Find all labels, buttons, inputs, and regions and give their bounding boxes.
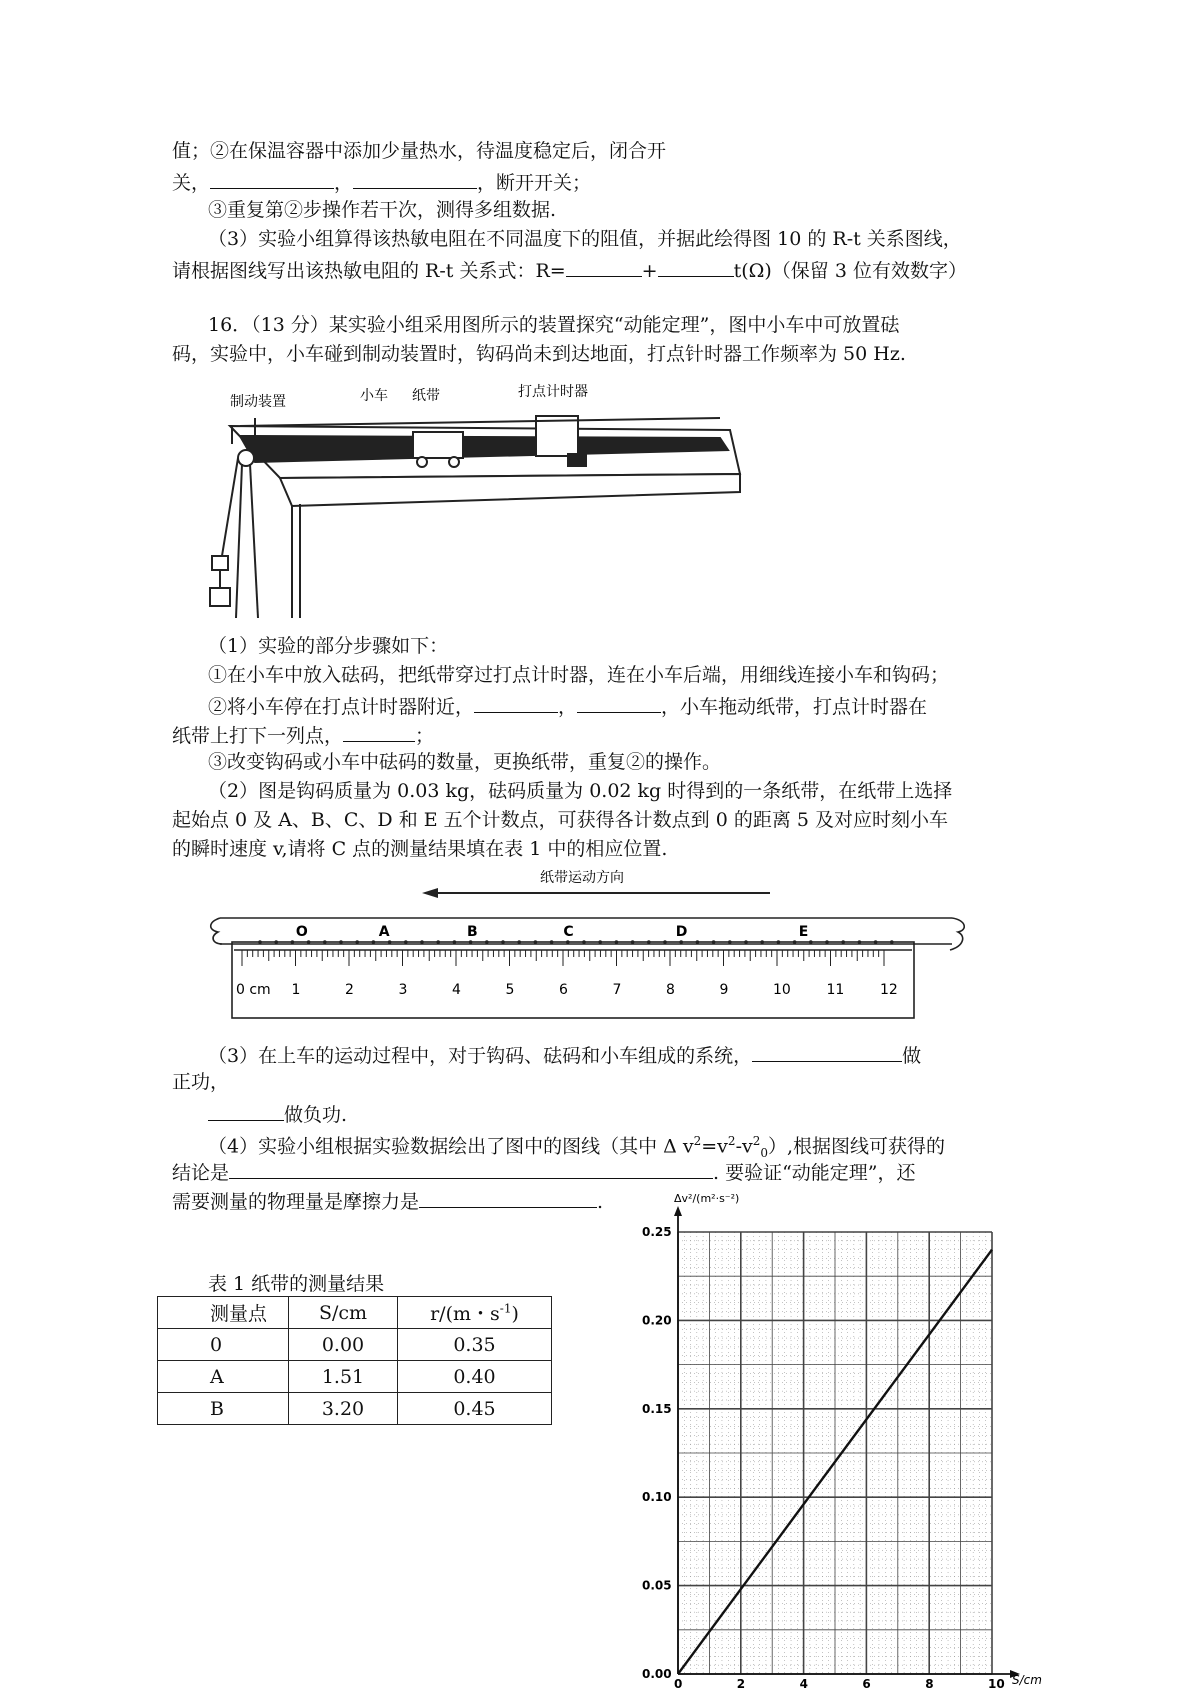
tape-dot — [404, 940, 408, 944]
answer-blank[interactable] — [229, 1158, 713, 1179]
x-tick-label: 10 — [988, 1677, 1005, 1691]
chart-ylabel: Δv²/(m²·s⁻²) — [674, 1192, 740, 1205]
tape-dot — [809, 940, 813, 944]
table-row — [158, 1393, 552, 1425]
text-line: ①在小车中放入砝码，把纸带穿过打点计时器，连在小车后端，用细线连接小车和钩码； — [208, 664, 950, 686]
ruler-label: 11 — [826, 982, 845, 998]
ruler-label: 8 — [666, 982, 675, 998]
y-tick-label: 0.05 — [642, 1578, 672, 1593]
text-line: 请根据图线写出该热敏电阻的 R-t 关系式：R= + t(Ω)（保留 3 位有效数字） — [172, 256, 967, 283]
text-line: 起始点 0 及 A、B、C、D 和 E 五个计数点，可获得各计数点到 0 的距离 5 及对应时刻小车 — [172, 809, 948, 831]
answer-blank[interactable] — [577, 692, 661, 713]
text-line: （4）实验小组根据实验数据绘出了图中的图线（其中 Δ $v^2=v^2-v^2_0$）,根据图线可获得的 — [208, 1134, 946, 1161]
ruler-label: 1 — [291, 982, 301, 998]
tape-dot — [744, 940, 748, 944]
chart-xlabel: S/cm — [1012, 1673, 1042, 1687]
tape-dot — [420, 940, 424, 944]
ruler-label: 0 cm — [236, 982, 271, 998]
tape-point-label: A — [378, 924, 390, 940]
tape-dot — [631, 940, 635, 944]
text-line: 码，实验中，小车碰到制动装置时，钩码尚未到达地面，打点针时器工作频率为 50 Hz. — [172, 343, 906, 365]
apparatus-figure — [200, 378, 760, 628]
tape-dot — [679, 940, 683, 944]
tape-dot — [777, 940, 781, 944]
text-line: ③改变钩码或小车中砝码的数量，更换纸带，重复②的操作。 — [208, 751, 722, 773]
tape-direction-label: 纸带运动方向 — [540, 870, 624, 886]
text-line: 关， ， ，断开开关； — [172, 168, 591, 195]
text-line: 需要测量的物理量是摩擦力是 . — [172, 1187, 603, 1214]
ruler-label: 2 — [345, 982, 354, 998]
answer-blank[interactable] — [474, 692, 558, 713]
tape-dot — [436, 940, 440, 944]
table-cell: 0.40 — [398, 1361, 552, 1393]
tape-point-label: O — [295, 924, 308, 940]
tape-dot — [485, 940, 489, 944]
tape-dot — [793, 940, 797, 944]
answer-blank[interactable] — [353, 168, 477, 189]
table-cell: 0 — [158, 1329, 289, 1361]
tape-dot — [517, 940, 521, 944]
text-line: ③重复第②步操作若干次，测得多组数据. — [208, 199, 557, 221]
tape-dot — [469, 940, 473, 944]
tape-dot — [323, 940, 327, 944]
table-cell: 0.00 — [289, 1329, 398, 1361]
tape-dot — [582, 940, 586, 944]
answer-blank[interactable] — [752, 1041, 902, 1062]
x-tick-label: 8 — [925, 1677, 934, 1691]
answer-blank[interactable] — [210, 168, 334, 189]
table-cell: B — [158, 1393, 289, 1425]
table-caption: 表 1 纸带的测量结果 — [208, 1273, 385, 1295]
ruler-label: 5 — [505, 982, 515, 998]
table-header: 测量点 — [158, 1297, 289, 1329]
table-header-row — [158, 1297, 552, 1329]
tape-point-label: B — [467, 924, 478, 940]
text-line: 做负功. — [208, 1100, 347, 1127]
ruler-label: 9 — [719, 982, 729, 998]
tape-dot — [825, 940, 829, 944]
text-line: （1）实验的部分步骤如下： — [208, 635, 449, 657]
tape-dot — [712, 940, 716, 944]
dv2-vs-s-chart — [640, 1188, 1060, 1693]
answer-blank[interactable] — [566, 256, 642, 277]
text-line: 值；②在保温容器中添加少量热水，待温度稳定后，闭合开 — [172, 140, 667, 162]
y-tick-label: 0.15 — [642, 1401, 672, 1416]
tape-dot — [307, 940, 311, 944]
tape-dot — [858, 940, 862, 944]
table-row — [158, 1329, 552, 1361]
tape-dot — [663, 940, 667, 944]
tape-dot — [339, 940, 343, 944]
y-tick-label: 0.10 — [642, 1490, 672, 1505]
ruler-label: 6 — [559, 982, 568, 998]
tape-dot — [534, 940, 538, 944]
ruler-label: 10 — [773, 982, 791, 998]
tape-dot — [890, 940, 894, 944]
ruler — [232, 942, 914, 1018]
text-line: （3）在上车的运动过程中，对于钩码、砝码和小车组成的系统， 做 — [208, 1041, 921, 1068]
tape-dot — [841, 940, 845, 944]
x-tick-label: 2 — [736, 1677, 746, 1691]
tape-dot — [501, 940, 505, 944]
tape-dot — [647, 940, 651, 944]
tape-point-label: D — [675, 924, 688, 940]
tape-dot — [355, 940, 359, 944]
text-line: ②将小车停在打点计时器附近， ， ，小车拖动纸带，打点计时器在 — [208, 692, 927, 719]
table-header: S/cm — [289, 1297, 398, 1329]
y-tick-label: 0.20 — [642, 1313, 672, 1328]
x-tick-label: 0 — [674, 1677, 683, 1691]
tape-point-label: C — [563, 924, 574, 940]
direction-arrowhead — [422, 888, 438, 898]
tape-dot — [388, 940, 392, 944]
x-tick-label: 6 — [862, 1677, 871, 1691]
question-16-title: 16．（13 分）某实验小组采用图所示的装置探究“动能定理”，图中小车中可放置砝 — [208, 314, 900, 336]
ruler-label: 4 — [452, 982, 461, 998]
tape-dot — [874, 940, 878, 944]
text-line: （3）实验小组算得该热敏电阻在不同温度下的阻值，并据此绘得图 10 的 R-t 关系图线， — [208, 228, 962, 250]
answer-blank[interactable] — [208, 1100, 284, 1121]
x-tick-label: 4 — [799, 1677, 808, 1691]
y-tick-label: 0.25 — [642, 1225, 672, 1239]
tape-dot — [274, 940, 278, 944]
table-cell: 3.20 — [289, 1393, 398, 1425]
tape-dot — [760, 940, 764, 944]
tape-dot — [258, 940, 262, 944]
tape-dot — [566, 940, 570, 944]
ruler-label: 12 — [880, 982, 898, 998]
tape-point-label: E — [798, 924, 809, 940]
tape-dot — [728, 940, 732, 944]
table-cell: 0.45 — [398, 1393, 552, 1425]
ruler-label: 7 — [612, 982, 622, 998]
label-cart: 小车 — [360, 388, 388, 404]
table-cell: A — [158, 1361, 289, 1393]
table-row — [158, 1361, 552, 1393]
ruler-label: 3 — [398, 982, 408, 998]
tape-dot — [598, 940, 602, 944]
tape-dot — [372, 940, 376, 944]
y-tick-label: 0.00 — [642, 1667, 672, 1681]
tape-dot — [615, 940, 619, 944]
tape-figure — [200, 866, 980, 1036]
table-cell: 1.51 — [289, 1361, 398, 1393]
y-axis-arrow — [674, 1206, 682, 1216]
answer-blank[interactable] — [343, 721, 415, 742]
answer-blank[interactable] — [658, 256, 734, 277]
text-line: 正功， — [172, 1071, 230, 1093]
tape-dot — [696, 940, 700, 944]
answer-blank[interactable] — [419, 1187, 597, 1208]
tape-dot — [550, 940, 554, 944]
label-brake: 制动装置 — [230, 394, 286, 410]
text-line: 的瞬时速度 v,请将 C 点的测量结果填在表 1 中的相应位置. — [172, 838, 668, 860]
label-tape: 纸带 — [412, 388, 440, 404]
text-line: 纸带上打下一列点， ； — [172, 721, 434, 748]
tape-dot — [291, 940, 295, 944]
table-cell: 0.35 — [398, 1329, 552, 1361]
results-table — [157, 1296, 552, 1425]
label-timer: 打点计时器 — [518, 384, 588, 400]
text-line: （2）图是钩码质量为 0.03 kg，砝码质量为 0.02 kg 时得到的一条纸带，在纸带上选择 — [208, 780, 953, 802]
table-header: r/(m・$s^{-1}$) — [398, 1297, 552, 1329]
text-line: 结论是 . 要验证“动能定理”，还 — [172, 1158, 916, 1185]
tape-dot — [453, 940, 457, 944]
